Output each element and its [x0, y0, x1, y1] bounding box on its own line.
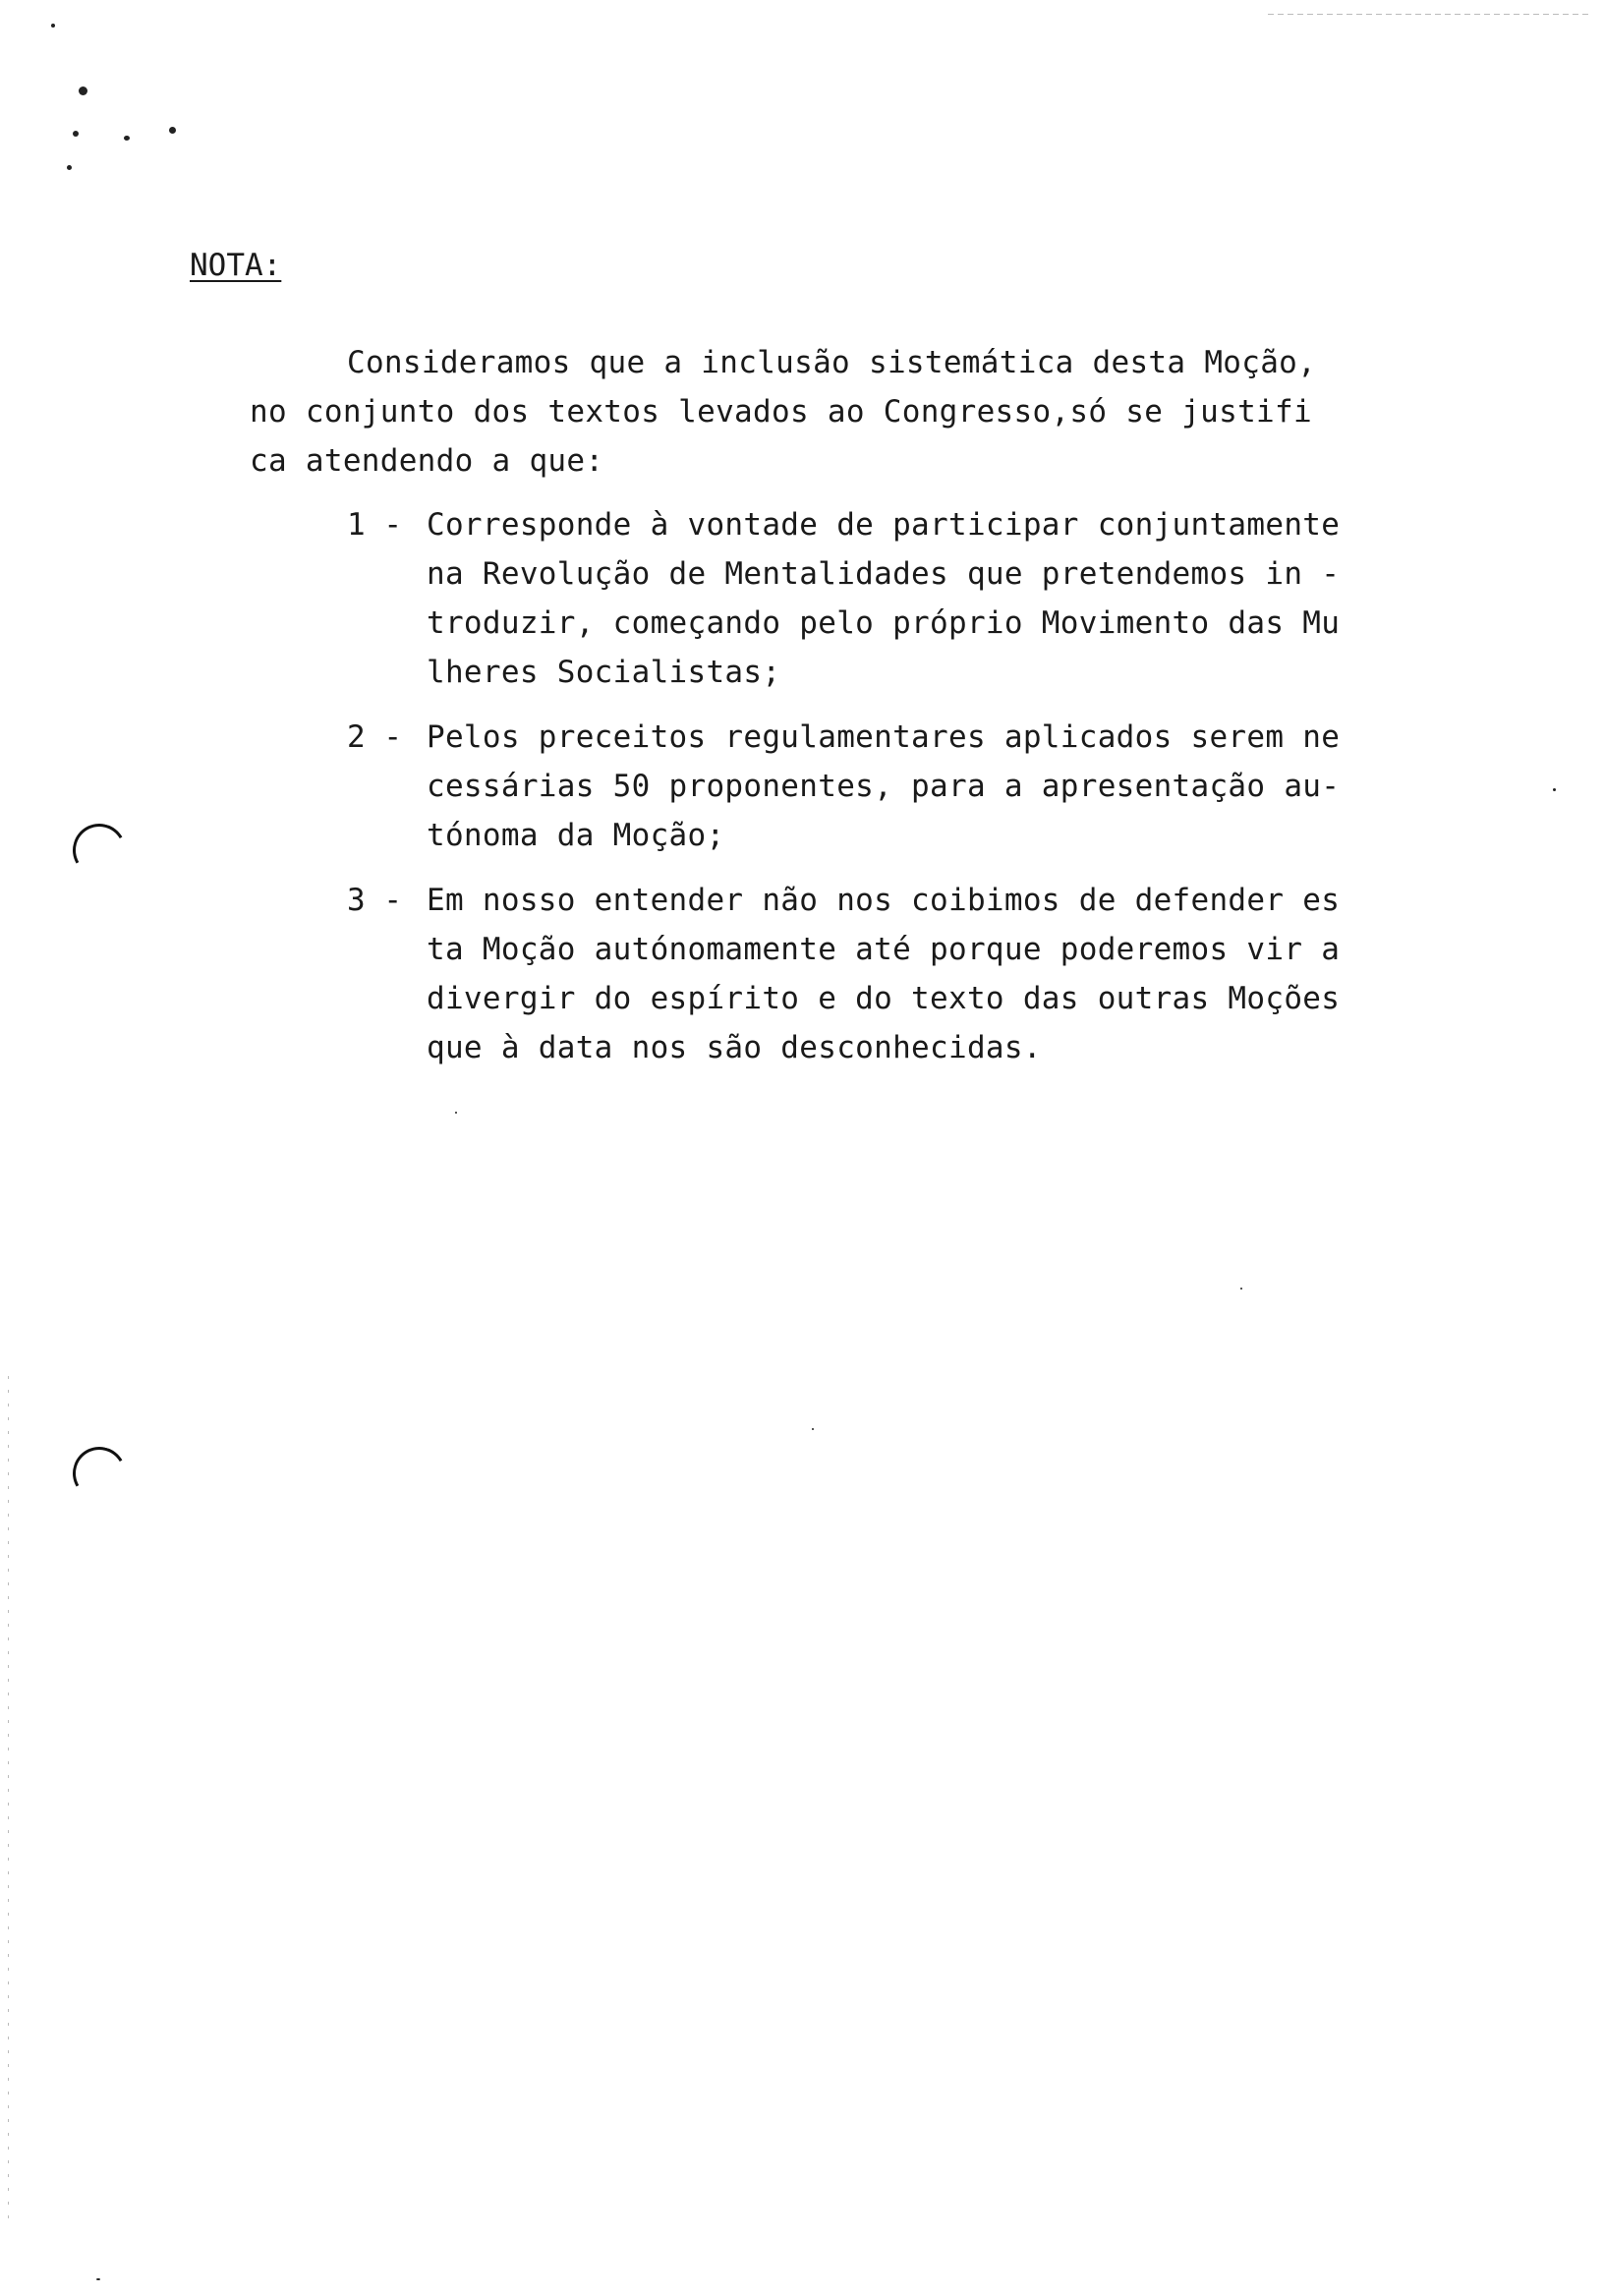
intro-line-1: Consideramos que a inclusão sistemática desta Moção,	[347, 345, 1317, 380]
item-3-line-4: que à data nos são desconhecidas.	[427, 1030, 1042, 1065]
punch-hole-top	[67, 818, 132, 883]
punch-hole-bottom	[67, 1441, 132, 1506]
scan-edge-dots	[8, 1376, 9, 2221]
item-2-number: 2 -	[347, 719, 402, 755]
ink-speck	[67, 165, 72, 170]
item-1-line-4: lheres Socialistas;	[427, 655, 781, 690]
item-3-line-2: ta Moção autónomamente até porque poderemos vir a	[427, 932, 1341, 967]
ink-speck	[169, 127, 176, 134]
item-3-number: 3 -	[347, 883, 402, 918]
item-2-line-3: tónoma da Moção;	[427, 818, 725, 853]
item-3-line-1: Em nosso entender não nos coibimos de defender es	[427, 883, 1341, 918]
item-1-line-2: na Revolução de Mentalidades que pretendemos in -	[427, 556, 1341, 592]
ink-speck	[1240, 1288, 1242, 1290]
intro-line-3: ca atendendo a que:	[250, 443, 604, 479]
ink-speck	[51, 24, 55, 28]
item-3-line-3: divergir do espírito e do texto das outras Moções	[427, 981, 1341, 1016]
ink-speck	[79, 86, 87, 95]
item-2-line-1: Pelos preceitos regulamentares aplicados serem ne	[427, 719, 1341, 755]
scan-edge-line	[1268, 14, 1592, 15]
ink-speck	[73, 131, 79, 137]
ink-speck	[1553, 788, 1556, 791]
ink-speck	[812, 1428, 814, 1430]
item-1-number: 1 -	[347, 507, 402, 543]
ink-speck	[455, 1112, 457, 1114]
heading-text: NOTA:	[190, 248, 282, 283]
item-1-line-3: troduzir, começando pelo próprio Movimento das Mu	[427, 605, 1341, 641]
heading	[190, 248, 281, 283]
ink-speck	[96, 2278, 100, 2280]
ink-speck	[124, 136, 130, 141]
intro-line-2: no conjunto dos textos levados ao Congresso,só se justifi	[250, 394, 1312, 430]
item-2-line-2: cessárias 50 proponentes, para a apresentação au-	[427, 769, 1341, 804]
item-1-line-1: Corresponde à vontade de participar conjuntamente	[427, 507, 1341, 543]
